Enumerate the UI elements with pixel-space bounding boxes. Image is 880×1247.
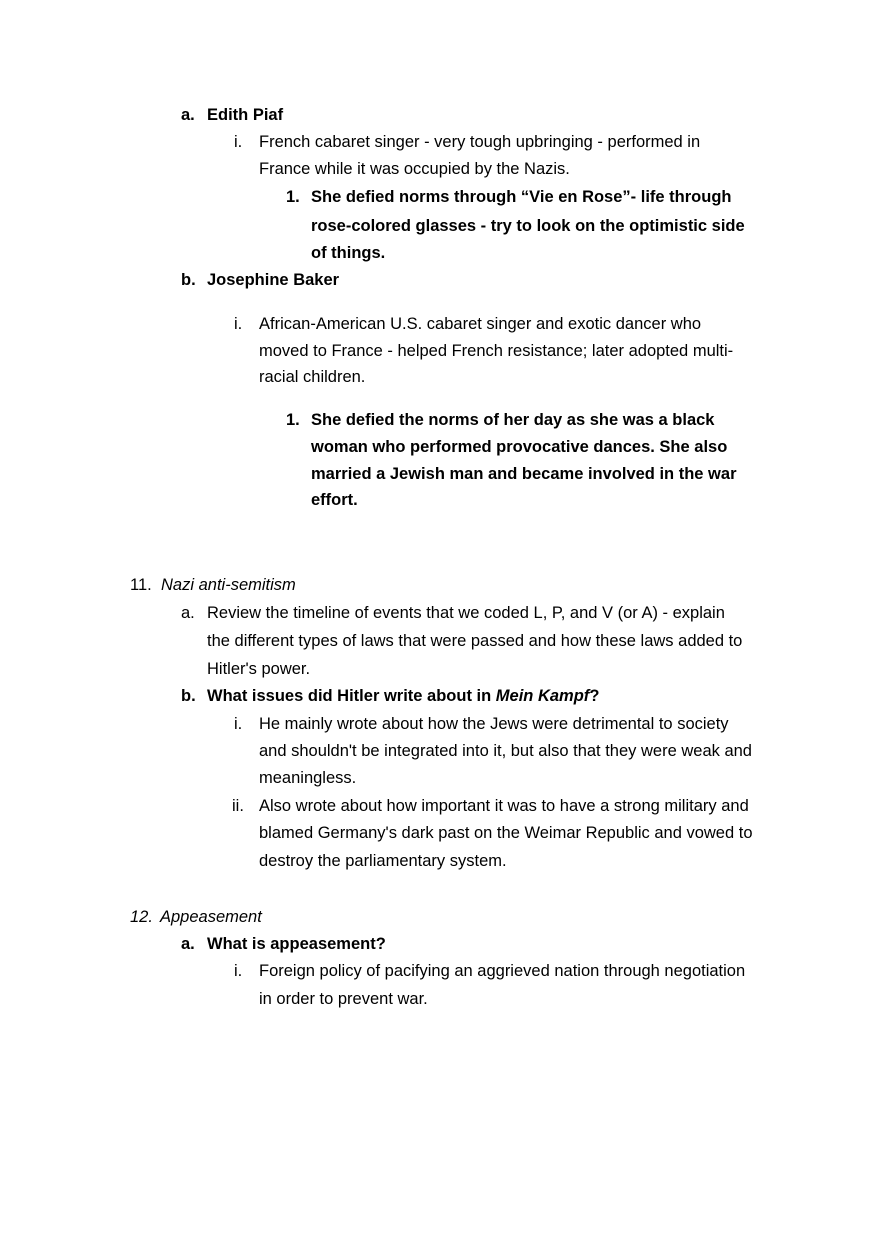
piaf-norms-line-2: rose-colored glasses - try to look on the optimistic side (311, 217, 745, 235)
heading-edith-piaf: Edith Piaf (207, 106, 284, 124)
question-prefix: What issues did Hitler write about in (207, 687, 496, 705)
piaf-norms-line-3: of things. (311, 244, 386, 262)
list-marker: i. (234, 962, 243, 980)
section-number: 12. (130, 908, 153, 926)
mein-kampf-answer-1-line-2: and shouldn't be integrated into it, but also that they were weak and (259, 742, 752, 760)
list-marker: ii. (232, 797, 244, 815)
list-marker: a. (181, 604, 195, 622)
list-marker: b. (181, 687, 196, 705)
timeline-line-1: Review the timeline of events that we coded L, P, and V (or A) - explain (207, 604, 725, 622)
mein-kampf-answer-2-line-3: destroy the parliamentary system. (259, 852, 507, 870)
section-title-nazi-anti-semitism: Nazi anti-semitism (161, 576, 296, 594)
section-number: 11. (130, 576, 152, 594)
piaf-desc-line-2: France while it was occupied by the Nazis. (259, 160, 570, 178)
piaf-desc-line-1: French cabaret singer - very tough upbringing - performed in (259, 133, 701, 151)
baker-norms-line-3: married a Jewish man and became involved in the war (311, 465, 737, 483)
timeline-line-3: Hitler's power. (207, 660, 311, 678)
question-suffix: ? (589, 687, 600, 705)
question-mein-kampf (207, 686, 599, 706)
baker-norms-line-1: She defied the norms of her day as she was a black (311, 411, 715, 429)
section-title-appeasement: Appeasement (160, 908, 262, 926)
book-title: Mein Kampf (495, 687, 590, 705)
mein-kampf-answer-1-line-1: He mainly wrote about how the Jews were detrimental to society (259, 715, 729, 733)
mein-kampf-answer-1-line-3: meaningless. (259, 769, 357, 787)
appeasement-answer-line-2: in order to prevent war. (259, 990, 428, 1008)
baker-desc-line-3: racial children. (259, 368, 366, 386)
appeasement-answer-line-1: Foreign policy of pacifying an aggrieved nation through negotiation (259, 962, 746, 980)
piaf-norms-line-1: She defied norms through “Vie en Rose”- life through (311, 188, 732, 206)
question-appeasement: What is appeasement? (207, 935, 386, 953)
list-marker: a. (181, 935, 195, 953)
list-marker: 1. (286, 411, 300, 429)
baker-norms-line-4: effort. (311, 491, 358, 509)
mein-kampf-answer-2-line-1: Also wrote about how important it was to have a strong military and (259, 797, 749, 815)
list-marker: a. (181, 106, 195, 124)
list-marker: i. (234, 315, 243, 333)
list-marker: b. (181, 271, 196, 289)
heading-josephine-baker: Josephine Baker (207, 271, 340, 289)
timeline-line-2: the different types of laws that were passed and how these laws added to (207, 632, 743, 650)
baker-norms-line-2: woman who performed provocative dances. She also (311, 438, 728, 456)
list-marker: i. (234, 715, 243, 733)
baker-desc-line-1: African-American U.S. cabaret singer and exotic dancer who (259, 315, 702, 333)
baker-desc-line-2: moved to France - helped French resistance; later adopted multi- (259, 342, 734, 360)
list-marker: i. (234, 133, 243, 151)
list-marker: 1. (286, 188, 300, 206)
mein-kampf-answer-2-line-2: blamed Germany's dark past on the Weimar Republic and vowed to (259, 824, 753, 842)
